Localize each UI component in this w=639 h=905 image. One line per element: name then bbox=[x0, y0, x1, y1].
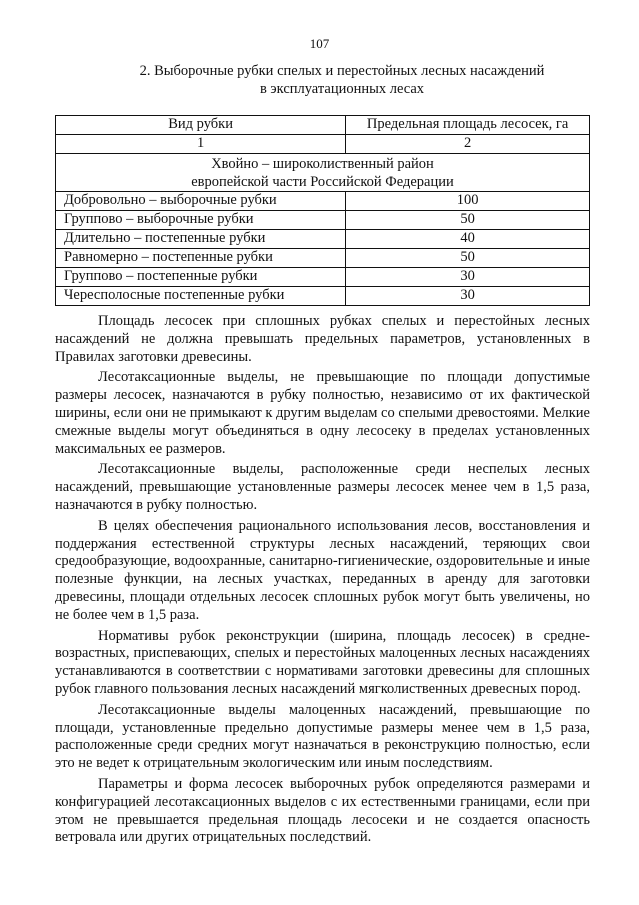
table-row bbox=[56, 268, 590, 287]
max-area-cell: 40 bbox=[346, 230, 590, 249]
paragraph: Лесотаксационные выделы, расположенные среди неспелых лесных насаждений, превышающие установленные размеры лесосек менее чем в 1,5 раза, назначаются в рубку полностью. bbox=[55, 461, 590, 513]
column-header-logging-type: Вид рубки bbox=[56, 116, 346, 135]
table-region-row bbox=[56, 154, 590, 192]
logging-type-cell: Чересполосные постепенные рубки bbox=[56, 287, 346, 306]
logging-area-table bbox=[55, 115, 590, 306]
paragraph: Лесотаксационные выделы малоценных насаждений, превышающие по площади, установленные предельно допустимые размеры менее чем в 1,5 раза, расположенные среди средних могут назначаться в реконструкцию полностью, если это не ведет к отрицательным экологическим или иным последствиям. bbox=[55, 701, 590, 772]
section-title bbox=[92, 62, 592, 98]
table-column-number-row bbox=[56, 135, 590, 154]
max-area-cell: 30 bbox=[346, 268, 590, 287]
logging-type-cell: Равномерно – постепенные рубки bbox=[56, 249, 346, 268]
table-row bbox=[56, 249, 590, 268]
column-number-1: 1 bbox=[56, 135, 346, 154]
logging-type-cell: Группово – постепенные рубки bbox=[56, 268, 346, 287]
paragraph: В целях обеспечения рационального использования лесов, восстановления и поддержания естественной структуры лесных насаждений, теряющих свои средообразующие, водоохранные, санитарно-гигиенические, оздоровительные и иные полезные функции, на лесных участках, переданных в аренду для заготовки древесины, площади отдельных лесосек сплошных рубок могут быть увеличены, но не более чем в 1,5 раза. bbox=[55, 517, 590, 623]
logging-type-cell: Добровольно – выборочные рубки bbox=[56, 192, 346, 211]
logging-type-cell: Группово – выборочные рубки bbox=[56, 211, 346, 230]
column-number-2: 2 bbox=[346, 135, 590, 154]
column-header-max-area: Предельная площадь лесосек, га bbox=[346, 116, 590, 135]
max-area-cell: 100 bbox=[346, 192, 590, 211]
table-row bbox=[56, 192, 590, 211]
max-area-cell: 30 bbox=[346, 287, 590, 306]
max-area-cell: 50 bbox=[346, 211, 590, 230]
max-area-cell: 50 bbox=[346, 249, 590, 268]
paragraph: Нормативы рубок реконструкции (ширина, площадь лесосек) в средне-возрастных, приспевающих, спелых и перестойных малоценных лесных насаждениях устанавливаются в соответствии с нормативами заготовки древесины для сплошных рубок главного пользования лесных насаждений мягколиственных древесных пород. bbox=[55, 627, 590, 697]
page-number: 107 bbox=[309, 36, 330, 51]
paragraph: Площадь лесосек при сплошных рубках спелых и перестойных лесных насаждений не должна превышать предельных параметров, установленных в Правилах заготовки древесины. bbox=[55, 313, 590, 365]
section-title-line-2: в эксплуатационных лесах bbox=[259, 81, 425, 97]
paragraph: Лесотаксационные выделы, не превышающие по площади допустимые размеры лесосек, назначаются в рубку полностью, независимо от их фактической ширины, если они не примыкают к другим выделам со спелыми древостоями. Мелкие смежные выделы могут объединяться в одну лесосеку в пределах установленных максимальных ее размеров. bbox=[55, 369, 590, 457]
region-heading-line-1: Хвойно – широколиственный район bbox=[211, 156, 434, 172]
table-row bbox=[56, 211, 590, 230]
body-text bbox=[55, 313, 590, 850]
region-heading bbox=[56, 154, 590, 192]
table-row bbox=[56, 287, 590, 306]
region-heading-line-2: европейской части Российской Федерации bbox=[191, 174, 454, 190]
section-title-line-1: 2. Выборочные рубки спелых и перестойных лесных насаждений bbox=[139, 63, 545, 79]
table-row bbox=[56, 230, 590, 249]
table-header-row bbox=[56, 116, 590, 135]
paragraph: Параметры и форма лесосек выборочных рубок определяются размерами и конфигурацией лесотаксационных выделов с их естественными границами, если при этом не превышается предельная площадь лесосеки и не создается опасность ветровала или других отрицательных последствий. bbox=[55, 775, 590, 846]
logging-type-cell: Длительно – постепенные рубки bbox=[56, 230, 346, 249]
